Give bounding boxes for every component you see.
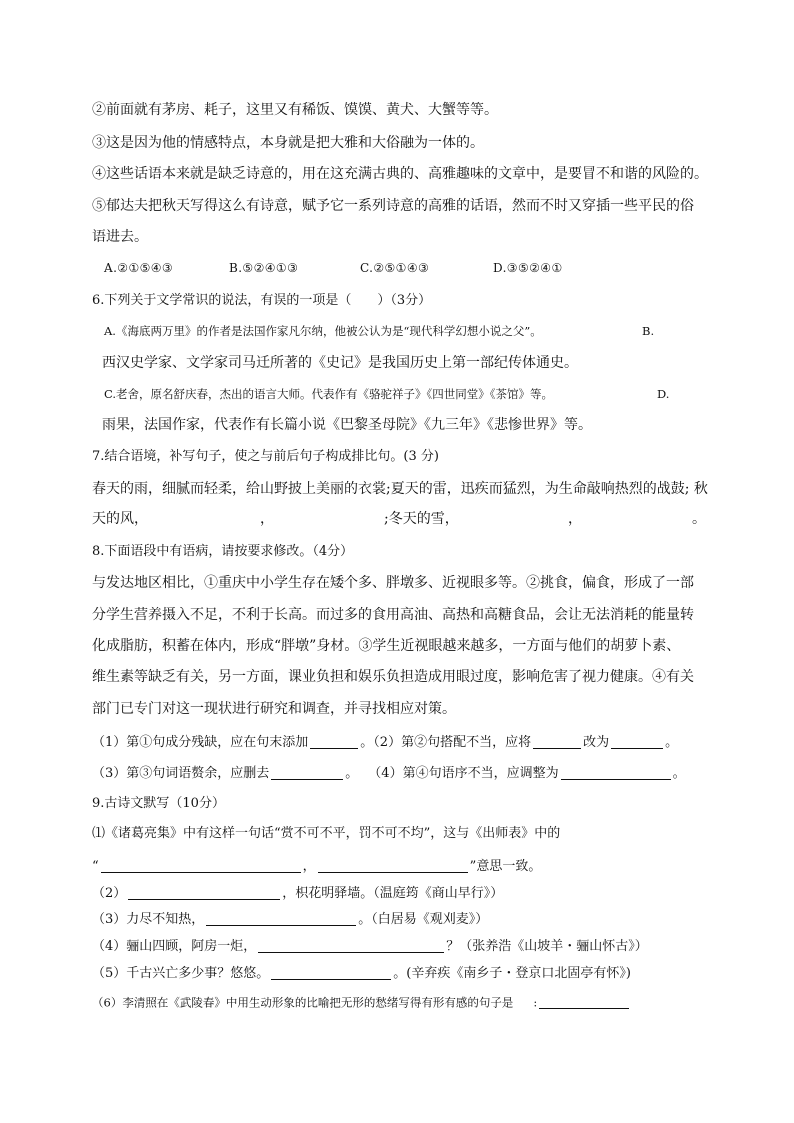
q9-part1-line1: ⑴《诸葛亮集》中有这样一句话“赏不可不平，罚不可不均”，这与《出师表》中的 — [92, 826, 561, 841]
passage-sentence-4: ④这些话语本来就是缺乏诗意的，用在这充满古典的、高雅趣味的文章中，是要冒不和谐的风险的。 — [92, 166, 708, 182]
q8-stem: 8.下面语段中有语病，请按要求修改。（4分） — [92, 544, 354, 559]
passage-sentence-5-line1: ⑤郁达夫把秋天写得这么有诗意，赋予它一系列诗意的高雅的话语，然而不时又穿插一些平民的俗 — [92, 198, 694, 214]
q9-part6-blank[interactable] — [539, 994, 629, 1009]
q8-sub3-end: 。 — [345, 766, 359, 781]
q7-stem: 7.结合语境，补写句子，使之与前后句子构成排比句。(3 分) — [92, 449, 439, 464]
q9-part5-start: （5）千古兴亡多少事？悠悠。 — [92, 966, 270, 981]
q7-winter: ;冬天的雪， — [384, 511, 459, 527]
q8-sub1-2-line — [92, 734, 678, 749]
q7-line1: 春天的雨，细腻而轻柔，给山野披上美丽的衣裳;夏天的雷，迅疾而猛烈，为生命敲响热烈的战鼓; 秋 — [92, 481, 708, 497]
q8-sub2-blank-b[interactable] — [611, 734, 663, 749]
q9-part2 — [92, 885, 503, 900]
q9-part3-start: （3）力尽不知热， — [92, 912, 205, 927]
q6-option-b-text: 西汉史学家、文学家司马迁所著的《史记》是我国历史上第一部纪传体通史。 — [102, 355, 578, 371]
q8-sub3-text: （3）第③句词语赘余，应删去 — [92, 766, 270, 781]
q9-part4-blank[interactable] — [258, 938, 444, 953]
option-a: A.②①⑤④③ — [104, 261, 174, 275]
q9-part3 — [92, 911, 488, 926]
q8-sub1-end: 。 — [360, 735, 374, 750]
q6-option-d-label: D. — [657, 387, 670, 401]
q8-sub2-text: （2）第②句搭配不当，应将 — [373, 735, 532, 750]
q8-sub3-4-line — [92, 765, 686, 780]
q9-part1-line2 — [92, 858, 541, 873]
q7-end: 。 — [692, 511, 706, 527]
passage-sentence-3: ③这是因为他的情感特点，本身就是把大雅和大俗融为一体的。 — [92, 135, 484, 151]
q8-sub4-end: 。 — [672, 766, 686, 781]
q9-part2-label: （2） — [92, 886, 127, 901]
q6-option-b-label: B. — [642, 324, 655, 338]
q8-paragraph-line: 部门已专门对这一现状进行研究和调查，并寻找相应对策。 — [92, 701, 456, 717]
q9-stem: 9.古诗文默写（10分） — [92, 796, 225, 811]
q9-part1-blank-b[interactable] — [318, 858, 468, 873]
q6-option-d-text: 雨果，法国作家，代表作有长篇小说《巴黎圣母院》《九三年》《悲惨世界》等。 — [102, 417, 592, 433]
q7-line2-start: 天的风， — [92, 511, 148, 527]
q8-paragraph-line: 分学生营养摄入不足，不利于长高。而过多的食用高油、高热和高糖食品，会让无法消耗的能量转 — [92, 607, 694, 623]
q9-part4 — [92, 938, 648, 953]
q8-paragraph-line: 化成脂肪，积蓄在体内，形成“胖墩”身材。③学生近视眼越来越多，一方面与他们的胡萝卜素、 — [92, 638, 681, 654]
q9-part2-blank[interactable] — [128, 885, 280, 900]
q9-part3-end: 。（白居易《观刈麦》） — [358, 912, 489, 927]
q9-part1-quote-open: “ — [92, 859, 99, 874]
q9-part5 — [92, 965, 631, 980]
q9-part6-text: （6）李清照在《武陵春》中用生动形象的比喻把无形的愁绪写得有形有感的句子是 — [92, 995, 514, 1010]
q8-sub4-blank[interactable] — [561, 765, 671, 780]
passage-sentence-2: ②前面就有茅房、耗子，这里又有稀饭、馍馍、黄犬、大蟹等等。 — [92, 102, 498, 118]
q8-sub3-blank[interactable] — [271, 765, 343, 780]
q6-option-a: A.《海底两万里》的作者是法国作家凡尔纳，他被公认为是“现代科学幻想小说之父”。 — [104, 324, 542, 338]
q9-part1-blank-a[interactable] — [101, 858, 301, 873]
q8-sub1-text: （1）第①句成分残缺，应在句末添加 — [92, 735, 309, 750]
q9-part5-blank[interactable] — [271, 965, 391, 980]
q8-sub2-mid: 改为 — [583, 735, 610, 750]
q9-part4-start: （4）骊山四顾，阿房一炬， — [92, 939, 257, 954]
option-b: B.⑤②④①③ — [229, 261, 299, 275]
q8-paragraph-line: 维生素等缺乏有关，另一方面，课业负担和娱乐负担造成用眼过度，影响危害了视力健康。④有关 — [92, 669, 694, 685]
option-c: C.②⑤①④③ — [360, 261, 430, 275]
q7-comma-2: ， — [568, 511, 582, 527]
q8-sub2-blank-a[interactable] — [533, 734, 581, 749]
q7-comma: ， — [260, 511, 274, 527]
q9-part6 — [92, 994, 631, 1009]
q9-part1-end: ”意思一致。 — [469, 859, 542, 874]
q8-sub4-text: （4）第④句语序不当，应调整为 — [368, 766, 559, 781]
q9-part6-colon: : — [533, 995, 538, 1010]
q6-option-c: C.老舍，原名舒庆春，杰出的语言大师。代表作有《骆驼祥子》《四世同堂》《茶馆》等。 — [104, 387, 554, 401]
q9-part1-comma: ， — [302, 859, 316, 874]
q8-sub2-end: 。 — [665, 735, 679, 750]
option-d: D.③⑤②④① — [493, 261, 563, 275]
q9-part3-blank[interactable] — [206, 911, 356, 926]
q8-paragraph-line: 与发达地区相比，①重庆中小学生存在矮个多、胖墩多、近视眼多等。②挑食，偏食，形成了一部 — [92, 575, 694, 591]
passage-sentence-5-line2: 语进去。 — [92, 229, 148, 245]
q6-stem: 6.下列关于文学常识的说法，有误的一项是（ ）（3分） — [92, 293, 432, 308]
q9-part2-end: ，枳花明驿墙。（温庭筠《商山早行》） — [282, 886, 504, 901]
q8-sub1-blank[interactable] — [310, 734, 358, 749]
q9-part5-end: 。(辛弃疾《南乡子・登京口北固亭有怀》) — [393, 966, 631, 981]
q9-part4-end: ？（张养浩《山坡羊・骊山怀古》） — [446, 939, 648, 954]
